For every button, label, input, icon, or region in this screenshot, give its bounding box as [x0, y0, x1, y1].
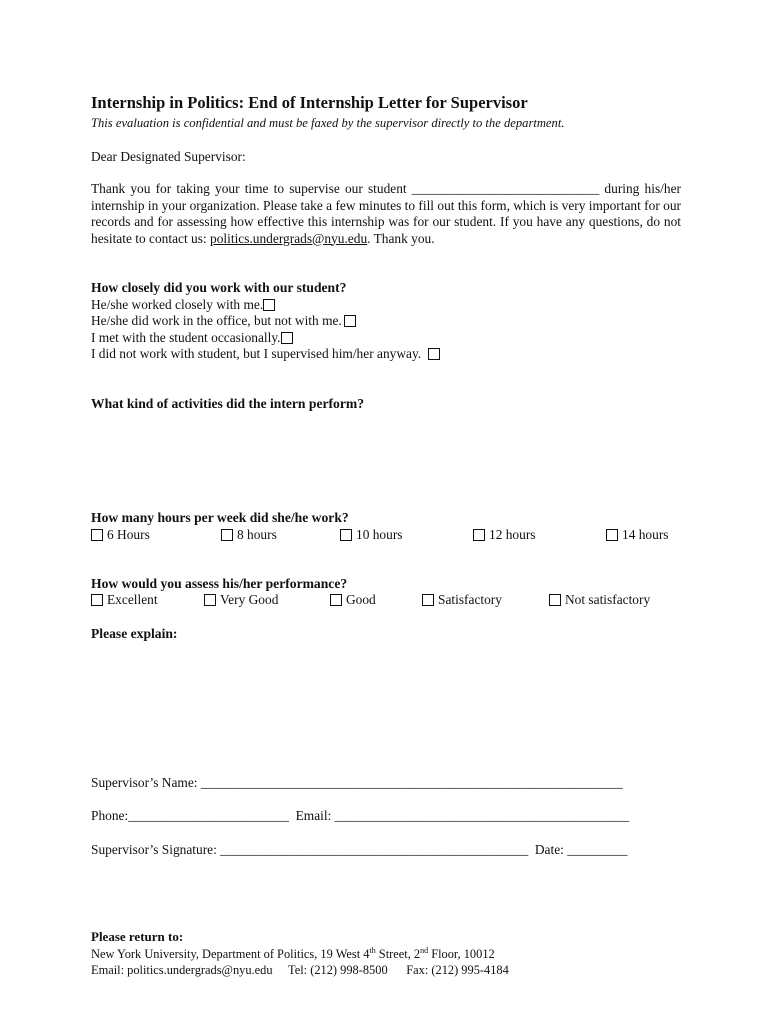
- phone-email-line: [91, 808, 681, 825]
- option-very-good[interactable]: Very Good: [204, 592, 278, 609]
- question-activities: What kind of activities did the intern perform?: [91, 395, 364, 411]
- option-met-occasionally: I met with the student occasionally.: [91, 330, 681, 347]
- signature-date-line: [91, 842, 681, 859]
- confidentiality-note: This evaluation is confidential and must be faxed by the supervisor directly to the department.: [91, 116, 565, 130]
- hours-options: [91, 527, 681, 544]
- question-performance: How would you assess his/her performance?: [91, 575, 348, 591]
- evaluation-form: [91, 93, 681, 979]
- email-field[interactable]: Email: ____________________________________________: [295, 808, 630, 823]
- please-explain-label: Please explain:: [91, 626, 178, 641]
- option-excellent[interactable]: Excellent: [91, 592, 158, 609]
- option-worked-closely: He/she worked closely with me.: [91, 297, 681, 314]
- intro-text-2: during his/her internship in your organization. Please take a few minutes to fill out this form, which is very important for our records and for assessing how effective this internship was for our student. If you have any questions, do not hesitate to contact us:: [91, 181, 681, 246]
- performance-options: [91, 592, 681, 609]
- option-good[interactable]: Good: [330, 592, 376, 609]
- option-8-hours[interactable]: 8 hours: [221, 527, 277, 544]
- mailing-address: New York University, Department of Politics, 19 West 4th Street, 2nd Floor, 10012: [91, 945, 495, 961]
- intro-paragraph: [91, 181, 681, 247]
- phone-field[interactable]: Phone:________________________: [91, 808, 289, 823]
- question-work-closely-label: How closely did you work with our student?: [91, 280, 347, 295]
- supervisor-name-field[interactable]: Supervisor’s Name: _______________________________________________________________: [91, 774, 623, 790]
- salutation: Dear Designated Supervisor:: [91, 148, 246, 164]
- checkbox-worked-closely[interactable]: [263, 299, 275, 311]
- question-work-closely: [91, 280, 681, 363]
- option-10-hours[interactable]: 10 hours: [340, 527, 403, 544]
- activities-answer-area[interactable]: [91, 412, 681, 510]
- checkbox-14-hours[interactable]: [606, 529, 618, 541]
- checkbox-met-occasionally[interactable]: [281, 332, 293, 344]
- return-address: [91, 929, 681, 979]
- option-12-hours[interactable]: 12 hours: [473, 527, 536, 544]
- checkbox-office-not-with-me[interactable]: [344, 315, 356, 327]
- footer-email: Email: politics.undergrads@nyu.edu: [91, 963, 273, 977]
- return-heading: Please return to:: [91, 929, 184, 944]
- signature-field[interactable]: Supervisor’s Signature: ______________________________________________: [91, 841, 529, 857]
- checkbox-supervised-anyway[interactable]: [428, 348, 440, 360]
- checkbox-satisfactory[interactable]: [422, 594, 434, 606]
- option-office-not-with-me: He/she did work in the office, but not with me.: [91, 313, 681, 330]
- checkbox-8-hours[interactable]: [221, 529, 233, 541]
- explain-answer-area[interactable]: [91, 643, 681, 775]
- checkbox-12-hours[interactable]: [473, 529, 485, 541]
- option-not-satisfactory[interactable]: Not satisfactory: [549, 592, 650, 609]
- date-field[interactable]: Date: _________: [534, 841, 628, 857]
- option-6-hours[interactable]: 6 Hours: [91, 527, 150, 544]
- checkbox-10-hours[interactable]: [340, 529, 352, 541]
- option-supervised-anyway: I did not work with student, but I supervised him/her anyway.: [91, 346, 681, 363]
- contact-line: [91, 962, 681, 979]
- intro-closing: . Thank you.: [367, 230, 435, 246]
- option-satisfactory[interactable]: Satisfactory: [422, 592, 502, 609]
- intro-text-1: Thank you for taking your time to supervise our student: [91, 181, 407, 196]
- footer-tel: Tel: (212) 998-8500: [288, 963, 388, 977]
- student-name-blank[interactable]: ____________________________: [411, 181, 600, 196]
- option-14-hours[interactable]: 14 hours: [606, 527, 669, 544]
- page-title: Internship in Politics: End of Internship Letter for Supervisor: [91, 93, 528, 112]
- checkbox-6-hours[interactable]: [91, 529, 103, 541]
- question-hours: How many hours per week did she/he work?: [91, 510, 349, 525]
- checkbox-very-good[interactable]: [204, 594, 216, 606]
- contact-email-link[interactable]: politics.undergrads@nyu.edu: [210, 230, 368, 246]
- checkbox-excellent[interactable]: [91, 594, 103, 606]
- footer-fax: Fax: (212) 995-4184: [406, 963, 509, 977]
- checkbox-good[interactable]: [330, 594, 342, 606]
- checkbox-not-satisfactory[interactable]: [549, 594, 561, 606]
